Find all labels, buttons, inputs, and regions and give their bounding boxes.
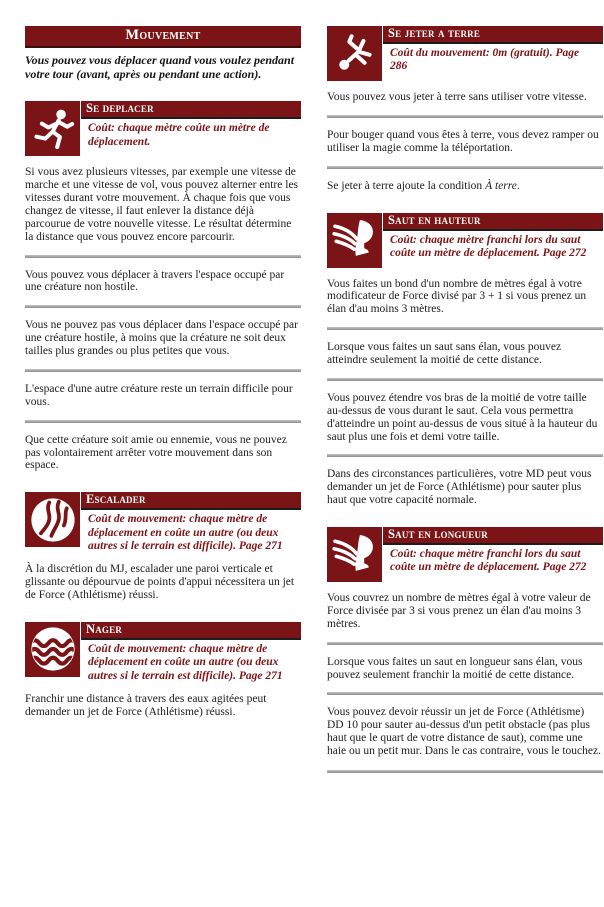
paragraph: Pour bouger quand vous êtes à terre, vous devez ramper ou utiliser la magie comme la téléportation. xyxy=(327,128,599,154)
separator xyxy=(327,454,603,457)
separator xyxy=(327,692,603,695)
section-title: Saut en hauteur xyxy=(388,212,481,227)
paragraph-condition xyxy=(327,180,603,193)
section-nager xyxy=(25,622,301,719)
section-title: Nager xyxy=(86,621,123,636)
running-person-icon xyxy=(25,101,80,156)
separator xyxy=(327,770,603,773)
separator xyxy=(327,378,603,381)
paragraph: Si vous avez plusieurs vitesses, par exemple une vitesse de marche et une vitesse de vol, vous pouvez alterner entre les vitesses durant votre mouvement. À chaque fois que vous changez de vitesse, il faut enlever la distance déjà parcourue de votre nouvelle vitesse. Le résultat détermine la distance que vous pouvez encore parcourir. xyxy=(25,166,299,243)
climber-icon xyxy=(25,492,80,547)
winged-foot-icon xyxy=(327,213,382,268)
cost-text: Coût de mouvement: chaque mètre de déplacement en coûte un autre (ou deux autres si le terrain est difficile). Page 271 xyxy=(88,513,283,552)
separator xyxy=(25,420,301,423)
separator xyxy=(25,369,301,372)
separator xyxy=(327,642,603,645)
paragraph: Vous couvrez un nombre de mètres égal à votre valeur de Force divisée par 3 si vous prenez un élan d'au moins 3 mètres. xyxy=(327,592,591,630)
paragraph: Franchir une distance à travers des eaux agitées peut demander un jet de Force (Athlétisme) réussi. xyxy=(25,692,267,718)
paragraph: Vous pouvez vous jeter à terre sans utiliser votre vitesse. xyxy=(327,91,587,103)
paragraph: Que cette créature soit amie ou ennemie, vous ne pouvez pas volontairement arrêter votre mouvement dans son espace. xyxy=(25,433,287,472)
separator xyxy=(327,115,603,118)
section-head-right xyxy=(81,622,301,683)
section-title-bar xyxy=(383,26,603,44)
section-head-right xyxy=(81,492,301,553)
section-head-right xyxy=(383,26,603,74)
section-saut-en-longueur xyxy=(327,527,603,773)
section-head-right xyxy=(383,213,603,261)
section-body xyxy=(327,592,603,773)
separator xyxy=(327,166,603,169)
section-head xyxy=(25,492,301,553)
condition-text-after: . xyxy=(516,179,520,192)
paragraph: Vous ne pouvez pas vous déplacer dans l'espace occupé par une créature hostile, à moins que la créature ne soit deux tailles plus grandes ou plus petites que vous. xyxy=(25,319,298,358)
section-body xyxy=(327,278,603,508)
paragraph: Vous pouvez étendre vos bras de la moitié de votre taille au-dessus de vous durant le saut. Cela vous permettra d'atteindre un point au-dessus de vous situé à la hauteur du saut plus une fois et demi votre taille. xyxy=(327,391,598,443)
section-head-right xyxy=(383,527,603,575)
separator xyxy=(327,327,603,330)
section-title: Se deplacer xyxy=(86,101,154,116)
paragraph: Dans des circonstances particulières, votre MD peut vous demander un jet de Force (Athlétisme) pour sauter plus haut que votre capacité normale. xyxy=(327,468,592,507)
condition-text-before: Se jeter à terre ajoute la condition xyxy=(327,179,486,192)
winged-foot-icon xyxy=(327,527,382,582)
section-body xyxy=(25,166,301,472)
banner-title: Mouvement xyxy=(125,27,201,43)
cost-text: Coût de mouvement: chaque mètre de déplacement en coûte un autre (ou deux autres si le terrain est difficile). Page 271 xyxy=(88,642,283,682)
paragraph: Lorsque vous faites un saut sans élan, vous pouvez atteindre seulement la moitié de cette distance. xyxy=(327,341,562,366)
section-head-right xyxy=(81,101,301,149)
mouvement-banner xyxy=(25,26,301,48)
section-se-deplacer xyxy=(25,101,301,472)
section-body xyxy=(327,91,603,193)
paragraph: Vous pouvez vous déplacer à travers l'espace occupé par une créature non hostile. xyxy=(25,268,285,294)
paragraph: Vous pouvez devoir réussir un jet de Force (Athlétisme) DD 10 pour sauter au-dessus d'un petit obstacle (pas plus haut que le quart de votre distance de saut), comme une haie ou un petit mur. Dans le cas contraire, vous le touchez. xyxy=(327,706,601,757)
section-head xyxy=(327,213,603,268)
paragraph: Lorsque vous faites un saut en longueur sans élan, vous pouvez seulement franchir la moitié de cette distance. xyxy=(327,655,583,681)
section-title-bar xyxy=(383,527,603,545)
section-head xyxy=(25,101,301,156)
section-saut-en-hauteur xyxy=(327,213,603,508)
section-title: Saut en longueur xyxy=(388,527,488,541)
paragraph: L'espace d'une autre créature reste un terrain difficile pour vous. xyxy=(25,382,293,408)
section-se-jeter-a-terre xyxy=(327,26,603,193)
separator xyxy=(25,305,301,308)
section-head xyxy=(327,26,603,81)
section-head xyxy=(25,622,301,683)
section-title-bar xyxy=(383,213,603,231)
section-head xyxy=(327,527,603,582)
section-body xyxy=(25,563,301,602)
falling-person-icon xyxy=(327,26,382,81)
section-title: Se jeter a terre xyxy=(388,26,481,40)
separator xyxy=(25,255,301,258)
section-title-bar xyxy=(81,492,301,510)
waves-icon xyxy=(25,622,80,677)
cost-text: Coût: chaque mètre franchi lors du saut coûte un mètre de déplacement. Page 272 xyxy=(390,548,587,574)
paragraph: Vous faites un bond d'un nombre de mètres égal à votre modificateur de Force divisé par 3 + 1 si vous prenez un élan d'au moins 3 mètres. xyxy=(327,277,587,316)
intro-text: Vous pouvez vous déplacer quand vous voulez pendant votre tour (avant, après ou pendant une action). xyxy=(25,53,295,82)
cost-text: Coût: chaque mètre coûte un mètre de déplacement. xyxy=(88,122,270,148)
left-column xyxy=(25,26,301,719)
right-column xyxy=(327,26,603,784)
section-title: Escalader xyxy=(86,492,146,507)
condition-term: À terre xyxy=(485,179,517,192)
paragraph: À la discrétion du MJ, escalader une paroi verticale et glissante ou dépourvue de points d'appui nécessitera un jet de Force (Athlétisme) réussi. xyxy=(25,563,295,602)
cost-text: Coût du mouvement: 0m (gratuit). Page 286 xyxy=(390,47,580,73)
section-title-bar xyxy=(81,101,301,119)
section-title-bar xyxy=(81,622,301,640)
cost-text: Coût: chaque mètre franchi lors du saut coûte un mètre de déplacement. Page 272 xyxy=(390,233,587,259)
section-escalader xyxy=(25,492,301,602)
section-body xyxy=(25,693,301,719)
